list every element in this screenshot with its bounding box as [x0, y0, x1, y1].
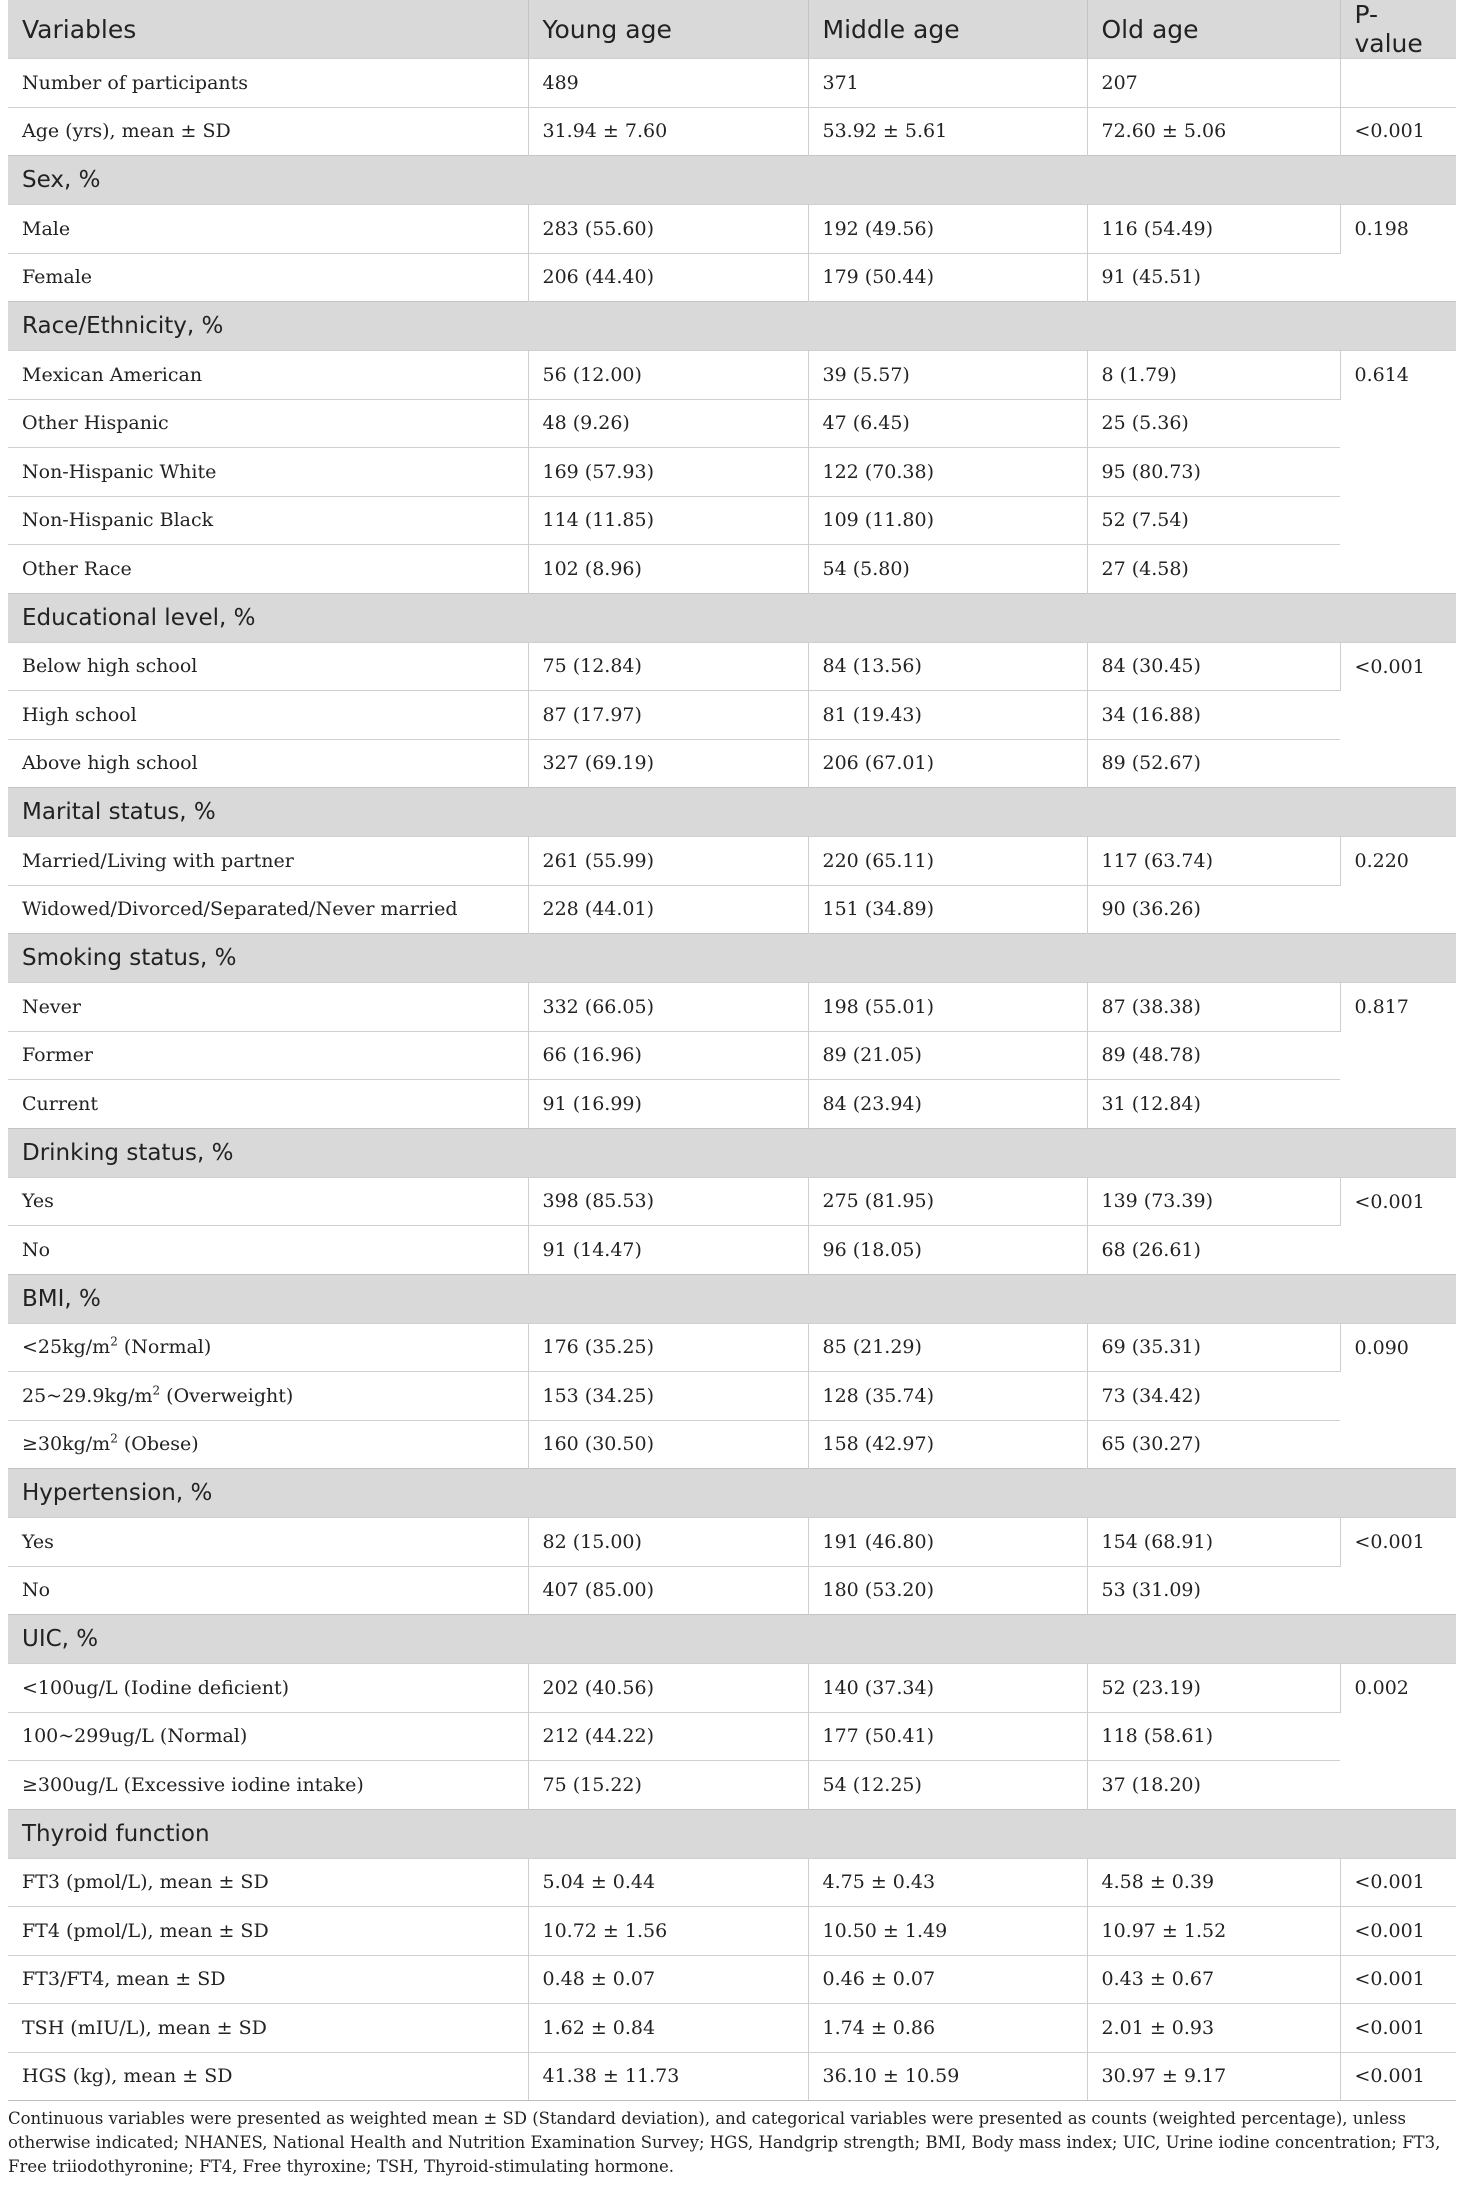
row-label: ≥300ug/L (Excessive iodine intake): [8, 1761, 528, 1810]
young-age-value: 56 (12.00): [528, 351, 808, 400]
young-age-value: 206 (44.40): [528, 253, 808, 302]
row-label: FT3/FT4, mean ± SD: [8, 1955, 528, 2004]
middle-age-value: 81 (19.43): [808, 691, 1087, 740]
header-variables: Variables: [8, 0, 528, 59]
p-value: <0.001: [1340, 107, 1456, 156]
middle-age-value: 128 (35.74): [808, 1372, 1087, 1421]
header-young-age: Young age: [528, 0, 808, 59]
p-value: 0.817: [1340, 983, 1456, 1129]
young-age-value: 75 (15.22): [528, 1761, 808, 1810]
middle-age-value: 371: [808, 59, 1087, 108]
middle-age-value: 109 (11.80): [808, 496, 1087, 545]
row-label: Female: [8, 253, 528, 302]
row-label: Number of participants: [8, 59, 528, 108]
p-value: <0.001: [1340, 642, 1456, 788]
row-label: Non-Hispanic Black: [8, 496, 528, 545]
section-title: Hypertension, %: [8, 1469, 1456, 1518]
section-header-row: [8, 1469, 1456, 1518]
section-title: UIC, %: [8, 1615, 1456, 1664]
table-row: [8, 448, 1456, 497]
header-p-value: P-value: [1340, 0, 1456, 59]
row-label: HGS (kg), mean ± SD: [8, 2052, 528, 2100]
old-age-value: 8 (1.79): [1087, 351, 1340, 400]
section-title: BMI, %: [8, 1274, 1456, 1323]
row-label: High school: [8, 691, 528, 740]
header-middle-age: Middle age: [808, 0, 1087, 59]
middle-age-value: 10.50 ± 1.49: [808, 1907, 1087, 1956]
old-age-value: 89 (48.78): [1087, 1031, 1340, 1080]
section-header-row: [8, 1809, 1456, 1858]
old-age-value: 31 (12.84): [1087, 1080, 1340, 1129]
section-header-row: [8, 1615, 1456, 1664]
middle-age-value: 177 (50.41): [808, 1712, 1087, 1761]
middle-age-value: 36.10 ± 10.59: [808, 2052, 1087, 2100]
middle-age-value: 53.92 ± 5.61: [808, 107, 1087, 156]
row-label: Widowed/Divorced/Separated/Never married: [8, 885, 528, 934]
row-label: [8, 1372, 528, 1421]
middle-age-value: 122 (70.38): [808, 448, 1087, 497]
old-age-value: 27 (4.58): [1087, 545, 1340, 594]
young-age-value: 1.62 ± 0.84: [528, 2004, 808, 2053]
p-value: 0.090: [1340, 1323, 1456, 1469]
young-age-value: 114 (11.85): [528, 496, 808, 545]
young-age-value: 489: [528, 59, 808, 108]
old-age-value: 0.43 ± 0.67: [1087, 1955, 1340, 2004]
old-age-value: 72.60 ± 5.06: [1087, 107, 1340, 156]
row-label: Other Hispanic: [8, 399, 528, 448]
young-age-value: 176 (35.25): [528, 1323, 808, 1372]
table-row: [8, 1566, 1456, 1615]
middle-age-value: 198 (55.01): [808, 983, 1087, 1032]
young-age-value: 87 (17.97): [528, 691, 808, 740]
p-value: 0.002: [1340, 1664, 1456, 1810]
row-label: Male: [8, 205, 528, 254]
table-row: [8, 1712, 1456, 1761]
table-row: [8, 351, 1456, 400]
young-age-value: 283 (55.60): [528, 205, 808, 254]
row-label: Other Race: [8, 545, 528, 594]
middle-age-value: 54 (12.25): [808, 1761, 1087, 1810]
row-label-suffix: (Normal): [117, 1336, 212, 1359]
young-age-value: 169 (57.93): [528, 448, 808, 497]
middle-age-value: 96 (18.05): [808, 1226, 1087, 1275]
table-row: [8, 1080, 1456, 1129]
middle-age-value: 85 (21.29): [808, 1323, 1087, 1372]
table-row: [8, 1955, 1456, 2004]
table-row: [8, 496, 1456, 545]
old-age-value: 4.58 ± 0.39: [1087, 1858, 1340, 1907]
old-age-value: 73 (34.42): [1087, 1372, 1340, 1421]
table-row: [8, 2004, 1456, 2053]
section-title: Race/Ethnicity, %: [8, 302, 1456, 351]
section-header-row: [8, 934, 1456, 983]
young-age-value: 41.38 ± 11.73: [528, 2052, 808, 2100]
young-age-value: 160 (30.50): [528, 1420, 808, 1469]
old-age-value: 117 (63.74): [1087, 837, 1340, 886]
table-row: [8, 837, 1456, 886]
middle-age-value: 89 (21.05): [808, 1031, 1087, 1080]
section-title: Thyroid function: [8, 1809, 1456, 1858]
row-label: Yes: [8, 1177, 528, 1226]
old-age-value: 52 (7.54): [1087, 496, 1340, 545]
old-age-value: 2.01 ± 0.93: [1087, 2004, 1340, 2053]
old-age-value: 68 (26.61): [1087, 1226, 1340, 1275]
row-label: Former: [8, 1031, 528, 1080]
p-value: <0.001: [1340, 1858, 1456, 1907]
table-row: [8, 253, 1456, 302]
table-row: [8, 885, 1456, 934]
young-age-value: 212 (44.22): [528, 1712, 808, 1761]
row-label: 100~299ug/L (Normal): [8, 1712, 528, 1761]
old-age-value: 25 (5.36): [1087, 399, 1340, 448]
row-label: Age (yrs), mean ± SD: [8, 107, 528, 156]
row-label-text: <25kg/m: [22, 1336, 111, 1359]
row-label: Mexican American: [8, 351, 528, 400]
old-age-value: 69 (35.31): [1087, 1323, 1340, 1372]
p-value: <0.001: [1340, 2052, 1456, 2100]
table-footnote: Continuous variables were presented as weighted mean ± SD (Standard deviation), and categorical variables were presented as counts (weighted percentage), unless otherwise indicated; NHANES, National Health and Nutrition Examination Survey; HGS, Handgrip strength; BMI, Body mass index; UIC, Urine iodine concentration; FT3, Free triiodothyronine; FT4, Free thyroxine; TSH, Thyroid-stimulating hormone.: [8, 2100, 1456, 2179]
row-label: Married/Living with partner: [8, 837, 528, 886]
old-age-value: 90 (36.26): [1087, 885, 1340, 934]
middle-age-value: 220 (65.11): [808, 837, 1087, 886]
header-row: [8, 0, 1456, 59]
old-age-value: 37 (18.20): [1087, 1761, 1340, 1810]
table-row: [8, 205, 1456, 254]
row-label-text: 25~29.9kg/m: [22, 1384, 153, 1407]
young-age-value: 10.72 ± 1.56: [528, 1907, 808, 1956]
table-row: [8, 1907, 1456, 1956]
middle-age-value: 84 (23.94): [808, 1080, 1087, 1129]
young-age-value: 66 (16.96): [528, 1031, 808, 1080]
p-value: 0.220: [1340, 837, 1456, 934]
section-title: Marital status, %: [8, 788, 1456, 837]
row-label-suffix: (Obese): [117, 1433, 199, 1456]
table-row: [8, 691, 1456, 740]
section-header-row: [8, 593, 1456, 642]
young-age-value: 48 (9.26): [528, 399, 808, 448]
old-age-value: 34 (16.88): [1087, 691, 1340, 740]
middle-age-value: 4.75 ± 0.43: [808, 1858, 1087, 1907]
p-value: 0.198: [1340, 205, 1456, 302]
table-row: [8, 1323, 1456, 1372]
old-age-value: 95 (80.73): [1087, 448, 1340, 497]
baseline-characteristics-table: [8, 0, 1456, 2100]
table-row: [8, 1372, 1456, 1421]
row-label: [8, 1420, 528, 1469]
middle-age-value: 192 (49.56): [808, 205, 1087, 254]
old-age-value: 30.97 ± 9.17: [1087, 2052, 1340, 2100]
row-label-superscript: 2: [110, 1431, 118, 1446]
old-age-value: 139 (73.39): [1087, 1177, 1340, 1226]
young-age-value: 102 (8.96): [528, 545, 808, 594]
table-row: [8, 59, 1456, 108]
row-label: Non-Hispanic White: [8, 448, 528, 497]
row-label: Yes: [8, 1518, 528, 1567]
old-age-value: 116 (54.49): [1087, 205, 1340, 254]
table-row: [8, 1226, 1456, 1275]
young-age-value: 31.94 ± 7.60: [528, 107, 808, 156]
p-value: <0.001: [1340, 1177, 1456, 1274]
old-age-value: 91 (45.51): [1087, 253, 1340, 302]
row-label: Current: [8, 1080, 528, 1129]
section-header-row: [8, 156, 1456, 205]
section-header-row: [8, 788, 1456, 837]
old-age-value: 52 (23.19): [1087, 1664, 1340, 1713]
middle-age-value: 47 (6.45): [808, 399, 1087, 448]
middle-age-value: 206 (67.01): [808, 739, 1087, 788]
row-label: [8, 1323, 528, 1372]
old-age-value: 10.97 ± 1.52: [1087, 1907, 1340, 1956]
row-label-text: ≥30kg/m: [22, 1433, 111, 1456]
row-label-suffix: (Overweight): [160, 1384, 294, 1407]
row-label: FT4 (pmol/L), mean ± SD: [8, 1907, 528, 1956]
row-label: Above high school: [8, 739, 528, 788]
section-title: Sex, %: [8, 156, 1456, 205]
table-row: [8, 1518, 1456, 1567]
young-age-value: 332 (66.05): [528, 983, 808, 1032]
table-row: [8, 2052, 1456, 2100]
middle-age-value: 54 (5.80): [808, 545, 1087, 594]
row-label: Never: [8, 983, 528, 1032]
middle-age-value: 191 (46.80): [808, 1518, 1087, 1567]
middle-age-value: 140 (37.34): [808, 1664, 1087, 1713]
table-row: [8, 1761, 1456, 1810]
section-title: Smoking status, %: [8, 934, 1456, 983]
young-age-value: 153 (34.25): [528, 1372, 808, 1421]
row-label: Below high school: [8, 642, 528, 691]
table-row: [8, 399, 1456, 448]
table-row: [8, 545, 1456, 594]
row-label: No: [8, 1566, 528, 1615]
p-value: <0.001: [1340, 2004, 1456, 2053]
section-header-row: [8, 302, 1456, 351]
young-age-value: 202 (40.56): [528, 1664, 808, 1713]
row-label: No: [8, 1226, 528, 1275]
middle-age-value: 0.46 ± 0.07: [808, 1955, 1087, 2004]
row-label: FT3 (pmol/L), mean ± SD: [8, 1858, 528, 1907]
old-age-value: 53 (31.09): [1087, 1566, 1340, 1615]
table-row: [8, 1420, 1456, 1469]
young-age-value: 327 (69.19): [528, 739, 808, 788]
middle-age-value: 84 (13.56): [808, 642, 1087, 691]
old-age-value: 207: [1087, 59, 1340, 108]
old-age-value: 84 (30.45): [1087, 642, 1340, 691]
young-age-value: 82 (15.00): [528, 1518, 808, 1567]
young-age-value: 5.04 ± 0.44: [528, 1858, 808, 1907]
middle-age-value: 180 (53.20): [808, 1566, 1087, 1615]
middle-age-value: 39 (5.57): [808, 351, 1087, 400]
table-row: [8, 642, 1456, 691]
table-row: [8, 739, 1456, 788]
young-age-value: 91 (16.99): [528, 1080, 808, 1129]
section-title: Drinking status, %: [8, 1128, 1456, 1177]
table-body: [8, 59, 1456, 2101]
young-age-value: 0.48 ± 0.07: [528, 1955, 808, 2004]
table-container: [8, 0, 1456, 2179]
p-value: <0.001: [1340, 1955, 1456, 2004]
young-age-value: 91 (14.47): [528, 1226, 808, 1275]
table-row: [8, 1664, 1456, 1713]
header-old-age: Old age: [1087, 0, 1340, 59]
middle-age-value: 1.74 ± 0.86: [808, 2004, 1087, 2053]
old-age-value: 87 (38.38): [1087, 983, 1340, 1032]
p-value: [1340, 59, 1456, 108]
row-label: <100ug/L (Iodine deficient): [8, 1664, 528, 1713]
old-age-value: 89 (52.67): [1087, 739, 1340, 788]
middle-age-value: 179 (50.44): [808, 253, 1087, 302]
row-label-superscript: 2: [152, 1383, 161, 1398]
young-age-value: 228 (44.01): [528, 885, 808, 934]
row-label: TSH (mIU/L), mean ± SD: [8, 2004, 528, 2053]
table-row: [8, 983, 1456, 1032]
p-value: <0.001: [1340, 1518, 1456, 1615]
table-row: [8, 1031, 1456, 1080]
p-value: <0.001: [1340, 1907, 1456, 1956]
middle-age-value: 275 (81.95): [808, 1177, 1087, 1226]
middle-age-value: 151 (34.89): [808, 885, 1087, 934]
row-label-superscript: 2: [110, 1334, 118, 1349]
old-age-value: 154 (68.91): [1087, 1518, 1340, 1567]
young-age-value: 75 (12.84): [528, 642, 808, 691]
young-age-value: 261 (55.99): [528, 837, 808, 886]
middle-age-value: 158 (42.97): [808, 1420, 1087, 1469]
section-header-row: [8, 1274, 1456, 1323]
table-row: [8, 107, 1456, 156]
section-header-row: [8, 1128, 1456, 1177]
young-age-value: 407 (85.00): [528, 1566, 808, 1615]
table-row: [8, 1858, 1456, 1907]
old-age-value: 118 (58.61): [1087, 1712, 1340, 1761]
old-age-value: 65 (30.27): [1087, 1420, 1340, 1469]
table-row: [8, 1177, 1456, 1226]
p-value: 0.614: [1340, 351, 1456, 594]
section-title: Educational level, %: [8, 593, 1456, 642]
young-age-value: 398 (85.53): [528, 1177, 808, 1226]
